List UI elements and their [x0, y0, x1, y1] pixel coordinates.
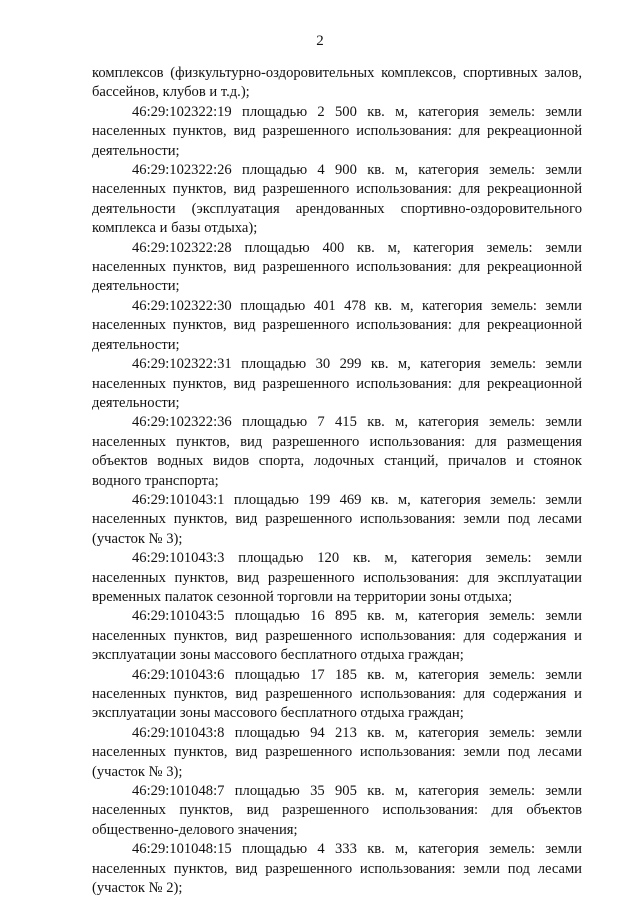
land-plot-paragraph: 46:29:102322:30 площадью 401 478 кв. м, категория земель: земли населенных пунктов, вид разрешенного использования: для рекреационной деятельности;: [92, 297, 582, 353]
land-plot-paragraph: 46:29:102322:26 площадью 4 900 кв. м, категория земель: земли населенных пунктов, вид разрешенного использования: для рекреационной деятельности (эксплуатация арендованных спортивно-оздоровительного комплекса и базы отдыха);: [92, 162, 582, 237]
paragraph-continuation: комплексов (физкультурно-оздоровительных комплексов, спортивных залов, бассейнов, клубов и т.д.);: [92, 65, 582, 101]
document-body: [92, 64, 582, 898]
land-plot-paragraph: 46:29:101043:1 площадью 199 469 кв. м, категория земель: земли населенных пунктов, вид разрешенного использования: земли под лесами (участок № 3);: [92, 491, 582, 547]
land-plot-paragraph: 46:29:102322:28 площадью 400 кв. м, категория земель: земли населенных пунктов, вид разрешенного использования: для рекреационной деятельности;: [92, 239, 582, 295]
land-plot-paragraph: 46:29:102322:19 площадью 2 500 кв. м, категория земель: земли населенных пунктов, вид разрешенного использования: для рекреационной деятельности;: [92, 103, 582, 159]
land-plot-paragraph: 46:29:101043:8 площадью 94 213 кв. м, категория земель: земли населенных пунктов, вид разрешенного использования: земли под лесами (участок № 3);: [92, 724, 582, 780]
land-plot-paragraph: 46:29:101043:3 площадью 120 кв. м, категория земель: земли населенных пунктов, вид разрешенного использования: для эксплуатации временных палаток сезонной торговли на территории зоны отдыха;: [92, 550, 582, 605]
land-plot-paragraph: 46:29:101048:7 площадью 35 905 кв. м, категория земель: земли населенных пунктов, вид разрешенного использования: для объектов общественно-делового значения;: [92, 783, 582, 838]
land-plot-paragraph: 46:29:102322:31 площадью 30 299 кв. м, категория земель: земли населенных пунктов, вид разрешенного использования: для рекреационной деятельности;: [92, 356, 582, 411]
land-plot-paragraph: 46:29:101043:6 площадью 17 185 кв. м, категория земель: земли населенных пунктов, вид разрешенного использования: для содержания и эксплуатации зоны массового бесплатного отдыха граждан;: [92, 666, 582, 722]
land-plot-paragraph: 46:29:101048:15 площадью 4 333 кв. м, категория земель: земли населенных пунктов, вид разрешенного использования: земли под лесами (участок № 2);: [92, 841, 582, 897]
land-plot-paragraph: 46:29:101043:5 площадью 16 895 кв. м, категория земель: земли населенных пунктов, вид разрешенного использования: для содержания и эксплуатации зоны массового бесплатного отдыха граждан;: [92, 608, 582, 664]
page-number: 2: [316, 33, 324, 49]
land-plot-paragraph: 46:29:102322:36 площадью 7 415 кв. м, категория земель: земли населенных пунктов, вид разрешенного использования: для размещения объектов водных видов спорта, лодочных станций, причалов и стоянок водного транспорта;: [92, 414, 582, 489]
